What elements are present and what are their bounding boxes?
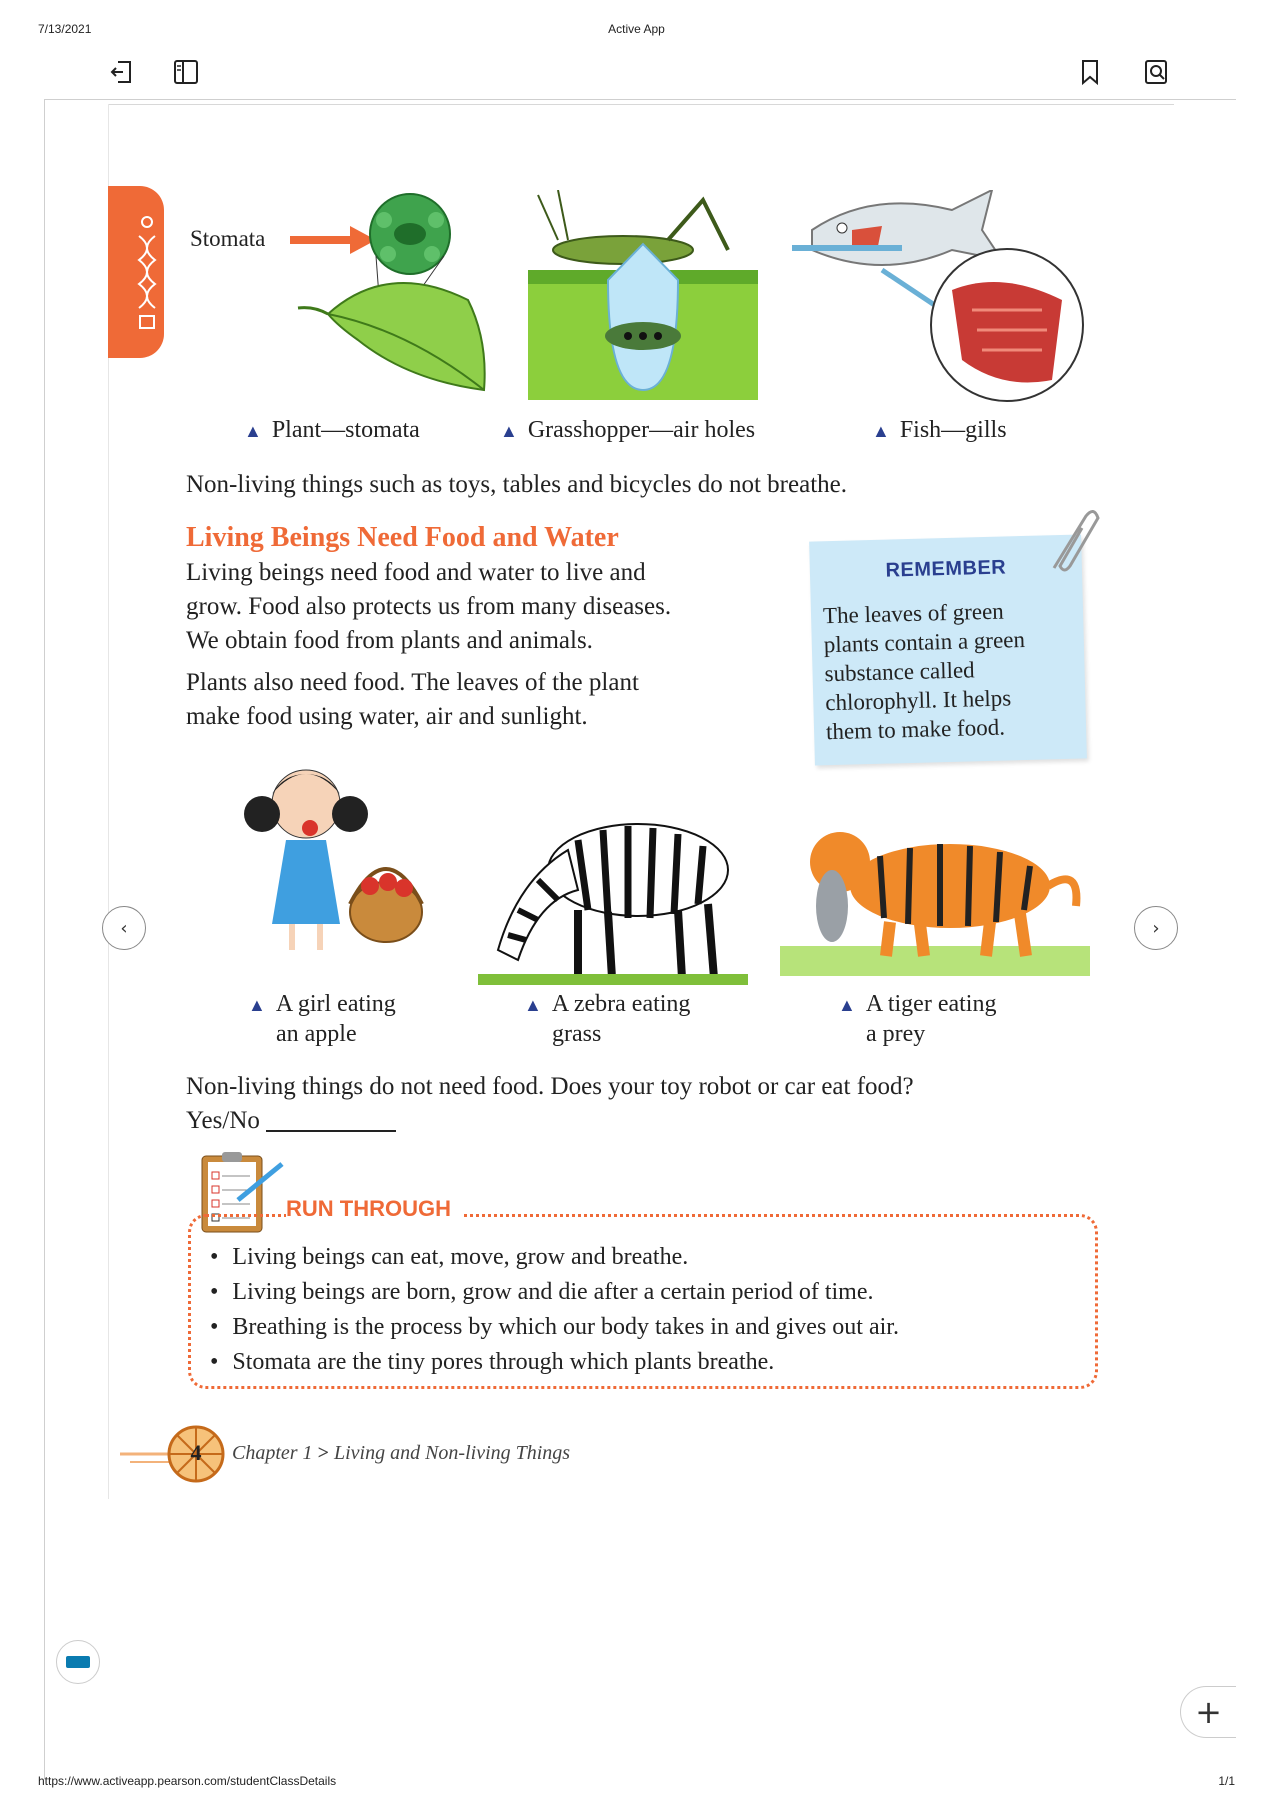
chapter-side-tab bbox=[108, 186, 164, 358]
remember-body: The leaves of green plants contain a green substance called chlorophyll. It helps them to make food. bbox=[822, 598, 1026, 745]
exit-button[interactable] bbox=[104, 54, 140, 90]
triangle-bullet-icon: ▲ bbox=[872, 421, 890, 441]
notes-toggle-button[interactable] bbox=[56, 1640, 100, 1684]
question-paragraph: Non-living things do not need food. Does your toy robot or car eat food? Yes/No bbox=[186, 1073, 914, 1134]
stomata-label: Stomata bbox=[190, 226, 266, 251]
paperclip-icon bbox=[1040, 508, 1100, 578]
page-top-border bbox=[108, 104, 1174, 105]
next-page-button[interactable]: › bbox=[1134, 906, 1178, 950]
paragraph-food-2: Plants also need food. The leaves of the plant make food using water, air and sunlight. bbox=[186, 669, 639, 730]
triangle-bullet-icon: ▲ bbox=[838, 995, 856, 1015]
dna-icon bbox=[136, 214, 158, 334]
page-number: 4 bbox=[190, 1440, 202, 1465]
figure-caption-tiger: ▲ A tiger eating a prey bbox=[838, 991, 997, 1047]
figure-caption-zebra: ▲ A zebra eating grass bbox=[524, 991, 691, 1047]
triangle-bullet-icon: ▲ bbox=[244, 421, 262, 441]
search-page-button[interactable] bbox=[1138, 54, 1174, 90]
print-date: 7/13/2021 bbox=[38, 22, 92, 36]
girl-eating-apple-illustration bbox=[236, 754, 436, 964]
chapter-footer: Chapter 1 > Living and Non-living Things bbox=[232, 1442, 571, 1464]
list-item: • Stomata are the tiny pores through which plants breathe. bbox=[210, 1345, 1090, 1380]
run-through-list bbox=[210, 1240, 1090, 1380]
prev-page-button[interactable]: ‹ bbox=[102, 906, 146, 950]
bookmark-icon bbox=[1076, 58, 1104, 86]
answer-blank[interactable] bbox=[266, 1108, 396, 1132]
triangle-bullet-icon: ▲ bbox=[248, 995, 266, 1015]
fish-gills-illustration bbox=[792, 190, 1092, 405]
page-wheel-icon bbox=[120, 1424, 228, 1484]
print-title: Active App bbox=[608, 22, 665, 36]
run-through-title: RUN THROUGH bbox=[286, 1196, 461, 1222]
notes-icon bbox=[66, 1656, 90, 1668]
plant-stomata-illustration bbox=[288, 190, 498, 400]
list-item: • Living beings are born, grow and die after a certain period of time. bbox=[210, 1275, 1090, 1310]
paragraph-food-1: Living beings need food and water to live and grow. Food also protects us from many diseases. We obtain food from plants and animals. bbox=[186, 559, 672, 654]
print-page-count: 1/1 bbox=[1218, 1774, 1235, 1788]
exit-icon bbox=[108, 58, 136, 86]
remember-title: REMEMBER bbox=[885, 556, 1007, 582]
figure-caption-girl: ▲ A girl eating an apple bbox=[248, 991, 396, 1047]
print-url: https://www.activeapp.pearson.com/studentClassDetails bbox=[38, 1774, 337, 1788]
zebra-eating-grass-illustration bbox=[478, 800, 748, 985]
section-heading-food: Living Beings Need Food and Water bbox=[186, 522, 619, 553]
figure-caption-grasshopper: ▲ Grasshopper—air holes bbox=[500, 417, 756, 443]
search-page-icon bbox=[1142, 58, 1170, 86]
triangle-bullet-icon: ▲ bbox=[500, 421, 518, 441]
bookmark-button[interactable] bbox=[1072, 54, 1108, 90]
list-item: • Breathing is the process by which our body takes in and gives out air. bbox=[210, 1310, 1090, 1345]
sidebar-panel-icon bbox=[172, 58, 200, 86]
grasshopper-illustration bbox=[528, 190, 758, 400]
triangle-bullet-icon: ▲ bbox=[524, 995, 542, 1015]
paragraph-nonliving-breathe: Non-living things such as toys, tables and bicycles do not breathe. bbox=[186, 471, 847, 498]
add-button[interactable]: + bbox=[1180, 1686, 1236, 1738]
list-item: • Living beings can eat, move, grow and breathe. bbox=[210, 1240, 1090, 1275]
tiger-eating-prey-illustration bbox=[780, 806, 1090, 976]
figure-caption-fish: ▲ Fish—gills bbox=[872, 417, 1007, 443]
figure-caption-plant: ▲ Plant—stomata bbox=[244, 417, 420, 443]
toc-toggle-button[interactable] bbox=[168, 54, 204, 90]
